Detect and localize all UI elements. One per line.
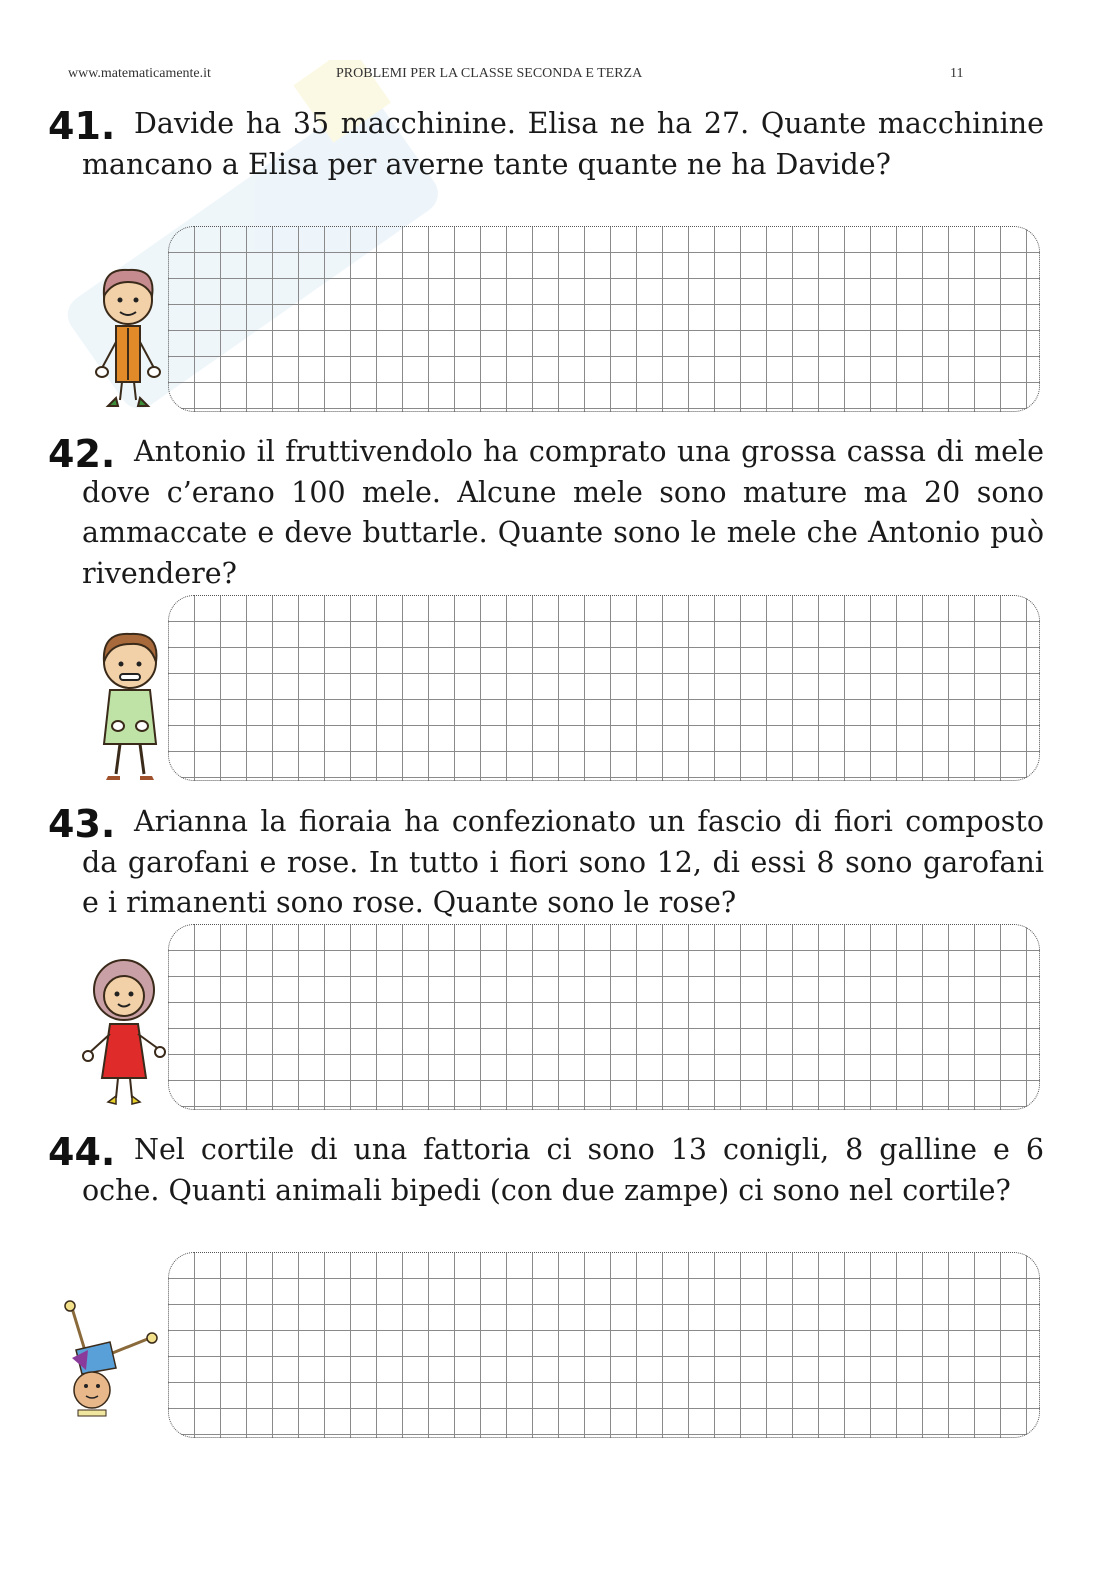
answer-grid-41[interactable] xyxy=(168,226,1040,412)
problem-44 xyxy=(48,1130,1044,1211)
problem-number: 43. xyxy=(48,802,116,846)
boy-character-icon xyxy=(94,628,168,782)
answer-grid-43[interactable] xyxy=(168,924,1040,1110)
page-header xyxy=(68,66,968,86)
problem-number: 44. xyxy=(48,1130,116,1174)
problem-text: Antonio il fruttivendolo ha comprato una grossa cassa di mele dove c’erano 100 mele. Alcune mele sono mature ma 20 sono ammaccate e deve buttarle. Quante sono le mele che Antonio può rivendere? xyxy=(82,435,1044,590)
problem-number: 42. xyxy=(48,432,116,476)
answer-grid-44[interactable] xyxy=(168,1252,1040,1438)
site-url: www.matematicamente.it xyxy=(68,66,211,81)
upside-down-child-icon xyxy=(58,1298,162,1422)
girl-character-icon xyxy=(80,954,168,1108)
problem-text: Nel cortile di una fattoria ci sono 13 conigli, 8 galline e 6 oche. Quanti animali bipedi (con due zampe) ci sono nel cortile? xyxy=(82,1133,1044,1207)
problem-text: Davide ha 35 macchinine. Elisa ne ha 27. Quante macchinine mancano a Elisa per averne tante quante ne ha Davide? xyxy=(82,107,1044,181)
header-title: PROBLEMI PER LA CLASSE SECONDA E TERZA xyxy=(336,66,643,81)
problem-41 xyxy=(48,104,1044,185)
problem-text: Arianna la fioraia ha confezionato un fascio di fiori composto da garofani e rose. In tutto i fiori sono 12, di essi 8 sono garofani e i rimanenti sono rose. Quante sono le rose? xyxy=(82,805,1044,919)
answer-grid-42[interactable] xyxy=(168,595,1040,781)
boy-character-icon xyxy=(92,264,164,410)
problem-number: 41. xyxy=(48,104,116,148)
problem-42 xyxy=(48,432,1044,594)
page-number: 11 xyxy=(950,66,964,81)
problem-43 xyxy=(48,802,1044,924)
